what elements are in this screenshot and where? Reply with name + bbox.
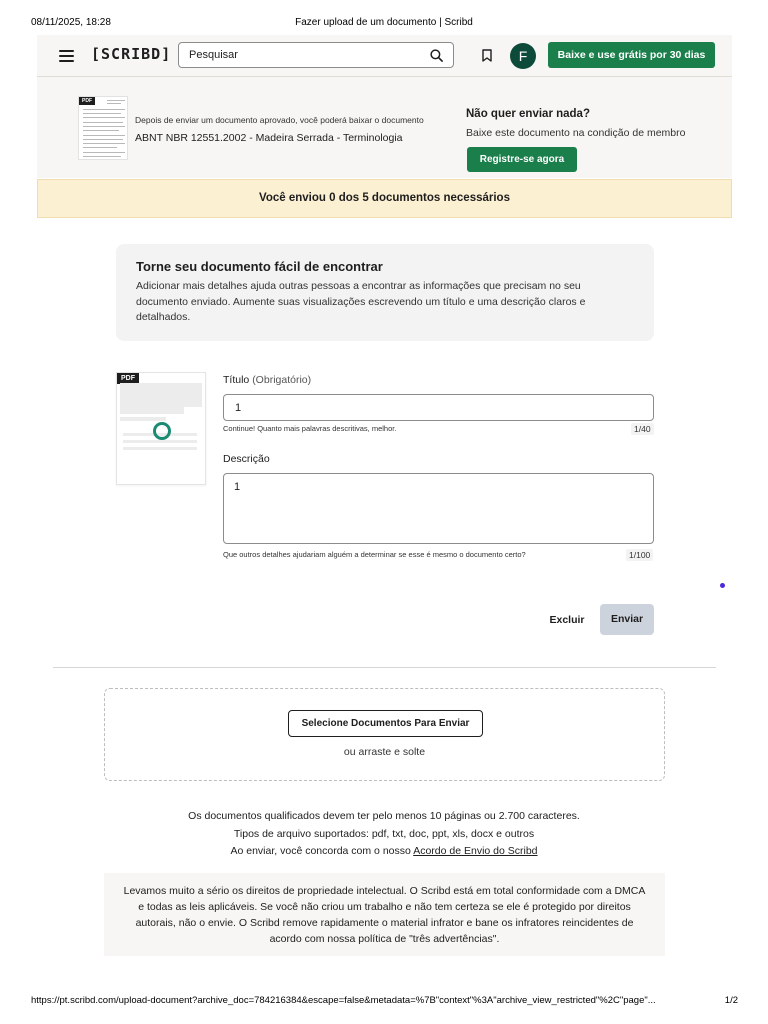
agreement-prefix: Ao enviar, você concorda com o nosso — [230, 845, 411, 857]
top-nav — [37, 35, 732, 77]
print-header — [0, 17, 768, 31]
uploaded-document-thumbnail — [116, 372, 206, 485]
description-label: Descrição — [223, 453, 270, 465]
search-box — [178, 42, 454, 68]
member-download-text: Baixe este documento na condição de membro — [466, 127, 686, 139]
search-input[interactable] — [189, 43, 419, 67]
delete-button[interactable]: Excluir — [549, 614, 585, 626]
info-card-title: Torne seu documento fácil de encontrar — [136, 259, 383, 274]
document-title[interactable]: ABNT NBR 12551.2002 - Madeira Serrada - Terminologia — [135, 132, 403, 144]
requirements-line-filetypes: Tipos de arquivo suportados: pdf, txt, doc, ppt, xls, docx e outros — [233, 827, 535, 840]
print-url: https://pt.scribd.com/upload-document?archive_doc=784216384&escape=false&metadata=%7B"context"%3A"archive_view_restricted"%2C"page"... — [31, 995, 656, 1006]
info-card — [116, 244, 654, 341]
description-input[interactable] — [223, 473, 654, 544]
user-avatar[interactable]: F — [510, 43, 536, 69]
indicator-dot — [720, 583, 725, 588]
upload-requirements — [0, 808, 768, 861]
copyright-notice: Levamos muito a sério os direitos de propriedade intelectual. O Scribd está em total conformidade com a DMCA e todas as leis aplicáveis. Se você não criou um trabalho e não tem certeza se ele é protegido por direitos autorais, não o envie. O Scribd remove rapidamente o material infrator e bane os infratores reincidentes de acordo com nossa política de "três advertências". — [104, 873, 665, 956]
drag-drop-text: ou arraste e solte — [343, 746, 426, 758]
print-footer — [0, 995, 768, 1009]
register-button[interactable]: Registre-se agora — [467, 147, 577, 172]
title-input[interactable] — [223, 394, 654, 421]
description-char-counter: 1/100 — [626, 549, 653, 561]
download-note: Depois de enviar um documento aprovado, você poderá baixar o documento — [135, 115, 424, 125]
document-thumbnail[interactable] — [78, 96, 128, 160]
requirements-line-pages: Os documentos qualificados devem ter pelo menos 10 páginas ou 2.700 caracteres. — [188, 810, 580, 822]
upload-agreement-link[interactable]: Acordo de Envio do Scribd — [413, 845, 538, 857]
upload-progress-notice: Você enviou 0 dos 5 documentos necessários — [37, 179, 732, 218]
divider — [53, 667, 716, 668]
submit-button[interactable]: Enviar — [600, 604, 654, 635]
pdf-badge: PDF — [79, 97, 95, 105]
document-banner — [37, 77, 732, 178]
title-hint: Continue! Quanto mais palavras descritivas, melhor. — [223, 424, 397, 433]
print-title: Fazer upload de um documento | Scribd — [295, 17, 473, 28]
pdf-badge: PDF — [117, 373, 139, 384]
description-hint: Que outros detalhes ajudariam alguém a determinar se esse é mesmo o documento certo? — [223, 550, 526, 559]
upload-drop-zone[interactable] — [104, 688, 665, 781]
search-icon[interactable] — [430, 49, 443, 62]
bookmark-icon[interactable] — [482, 49, 492, 62]
menu-icon[interactable] — [59, 50, 74, 62]
title-required-text: (Obrigatório) — [252, 374, 312, 386]
no-upload-heading: Não quer enviar nada? — [466, 108, 590, 120]
free-trial-button[interactable]: Baixe e use grátis por 30 dias — [548, 42, 715, 68]
title-label — [223, 374, 311, 386]
requirements-line-agreement — [0, 843, 768, 861]
title-label-text: Título — [223, 374, 250, 386]
info-card-body: Adicionar mais detalhes ajuda outras pessoas a encontrar as informações que precisam no seu documento enviado. Aumente suas visualizações escrevendo um título e uma descrição claros e detalhados. — [136, 280, 586, 323]
print-page-number: 1/2 — [724, 995, 738, 1006]
print-datetime: 08/11/2025, 18:28 — [31, 17, 111, 28]
title-char-counter: 1/40 — [631, 423, 654, 435]
select-documents-button[interactable]: Selecione Documentos Para Enviar — [288, 710, 483, 737]
spinner-icon — [152, 421, 172, 441]
scribd-logo[interactable]: [SCRIBD] — [91, 45, 172, 63]
